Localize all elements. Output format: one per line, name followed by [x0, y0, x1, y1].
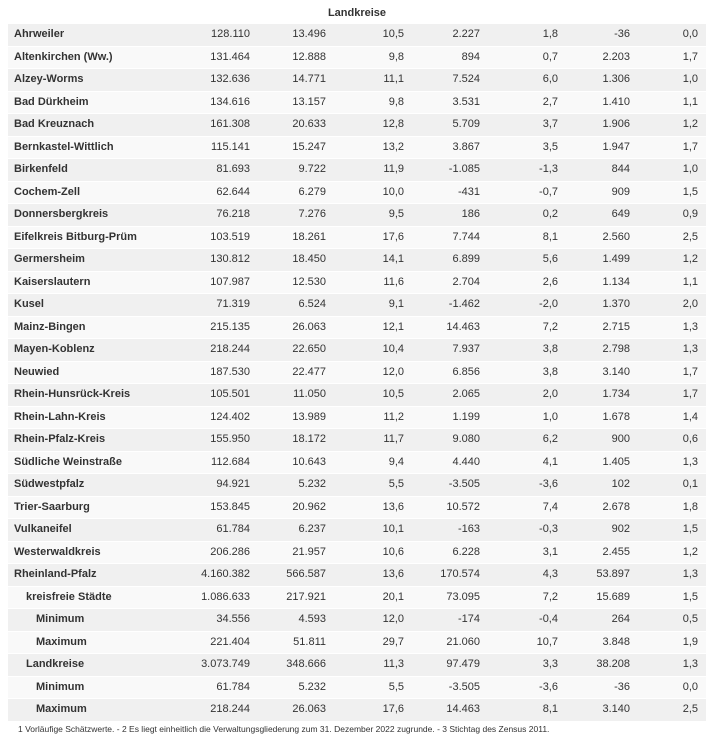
value-col-7: 1,3 [630, 564, 706, 587]
row-label: Mayen-Koblenz [8, 339, 184, 362]
value-col-7: 1,3 [630, 316, 706, 339]
row-label: Bernkastel-Wittlich [8, 136, 184, 159]
value-col-2: 15.247 [250, 136, 326, 159]
value-col-4: 97.479 [404, 654, 480, 677]
value-col-2: 6.524 [250, 294, 326, 317]
value-col-5: 5,6 [480, 249, 558, 272]
row-label: Altenkirchen (Ww.) [8, 46, 184, 69]
value-col-5: 0,2 [480, 204, 558, 227]
value-col-7: 1,2 [630, 114, 706, 137]
table-row [8, 676, 706, 699]
value-col-6: -36 [558, 24, 630, 46]
row-label: Cochem-Zell [8, 181, 184, 204]
value-col-1: 130.812 [184, 249, 250, 272]
value-col-1: 107.987 [184, 271, 250, 294]
table-row [8, 496, 706, 519]
value-col-3: 9,1 [326, 294, 404, 317]
value-col-1: 115.141 [184, 136, 250, 159]
value-col-3: 11,3 [326, 654, 404, 677]
value-col-7: 1,5 [630, 586, 706, 609]
value-col-6: 264 [558, 609, 630, 632]
value-col-5: 2,6 [480, 271, 558, 294]
value-col-6: 15.689 [558, 586, 630, 609]
table-row [8, 609, 706, 632]
value-col-3: 9,8 [326, 46, 404, 69]
value-col-7: 1,2 [630, 249, 706, 272]
value-col-3: 12,0 [326, 361, 404, 384]
value-col-2: 18.261 [250, 226, 326, 249]
table-row [8, 474, 706, 497]
value-col-2: 5.232 [250, 474, 326, 497]
table-row [8, 451, 706, 474]
value-col-5: 3,1 [480, 541, 558, 564]
table-row [8, 294, 706, 317]
value-col-3: 9,5 [326, 204, 404, 227]
value-col-2: 9.722 [250, 159, 326, 182]
value-col-2: 6.237 [250, 519, 326, 542]
value-col-3: 10,6 [326, 541, 404, 564]
value-col-7: 1,2 [630, 541, 706, 564]
value-col-7: 1,0 [630, 159, 706, 182]
value-col-3: 11,7 [326, 429, 404, 452]
row-label: Birkenfeld [8, 159, 184, 182]
value-col-3: 11,6 [326, 271, 404, 294]
value-col-5: 3,5 [480, 136, 558, 159]
value-col-5: -2,0 [480, 294, 558, 317]
value-col-7: 1,1 [630, 91, 706, 114]
value-col-2: 11.050 [250, 384, 326, 407]
value-col-6: 1.306 [558, 69, 630, 92]
value-col-3: 11,2 [326, 406, 404, 429]
value-col-1: 4.160.382 [184, 564, 250, 587]
value-col-2: 13.989 [250, 406, 326, 429]
value-col-1: 1.086.633 [184, 586, 250, 609]
value-col-6: 2.678 [558, 496, 630, 519]
value-col-2: 566.587 [250, 564, 326, 587]
value-col-1: 71.319 [184, 294, 250, 317]
value-col-2: 13.496 [250, 24, 326, 46]
value-col-1: 187.530 [184, 361, 250, 384]
value-col-5: 4,3 [480, 564, 558, 587]
row-label: Alzey-Worms [8, 69, 184, 92]
row-label: Minimum [8, 609, 184, 632]
value-col-1: 81.693 [184, 159, 250, 182]
value-col-1: 76.218 [184, 204, 250, 227]
value-col-6: 2.203 [558, 46, 630, 69]
table-row [8, 249, 706, 272]
value-col-6: 649 [558, 204, 630, 227]
value-col-6: 1.499 [558, 249, 630, 272]
value-col-4: 186 [404, 204, 480, 227]
value-col-7: 0,0 [630, 676, 706, 699]
value-col-3: 9,8 [326, 91, 404, 114]
value-col-3: 13,2 [326, 136, 404, 159]
value-col-5: -0,7 [480, 181, 558, 204]
value-col-2: 22.477 [250, 361, 326, 384]
table-row [8, 406, 706, 429]
value-col-6: 900 [558, 429, 630, 452]
value-col-7: 1,8 [630, 496, 706, 519]
table-row [8, 654, 706, 677]
table-row [8, 631, 706, 654]
value-col-7: 1,7 [630, 361, 706, 384]
table-row [8, 519, 706, 542]
value-col-5: 1,8 [480, 24, 558, 46]
value-col-2: 26.063 [250, 316, 326, 339]
value-col-6: 909 [558, 181, 630, 204]
row-label: Kusel [8, 294, 184, 317]
value-col-3: 10,1 [326, 519, 404, 542]
value-col-4: 170.574 [404, 564, 480, 587]
row-label: Maximum [8, 631, 184, 654]
row-label: kreisfreie Städte [8, 586, 184, 609]
value-col-4: 2.227 [404, 24, 480, 46]
table-row [8, 271, 706, 294]
value-col-7: 1,5 [630, 181, 706, 204]
value-col-3: 17,6 [326, 699, 404, 722]
value-col-5: 3,8 [480, 339, 558, 362]
table-row [8, 541, 706, 564]
value-col-1: 112.684 [184, 451, 250, 474]
value-col-6: 3.140 [558, 361, 630, 384]
value-col-5: 7,2 [480, 316, 558, 339]
value-col-3: 20,1 [326, 586, 404, 609]
value-col-4: -3.505 [404, 474, 480, 497]
value-col-3: 5,5 [326, 676, 404, 699]
value-col-6: 102 [558, 474, 630, 497]
value-col-3: 12,8 [326, 114, 404, 137]
value-col-7: 1,3 [630, 339, 706, 362]
value-col-2: 51.811 [250, 631, 326, 654]
value-col-4: -1.462 [404, 294, 480, 317]
value-col-5: 10,7 [480, 631, 558, 654]
value-col-2: 217.921 [250, 586, 326, 609]
value-col-3: 17,6 [326, 226, 404, 249]
value-col-5: -1,3 [480, 159, 558, 182]
value-col-6: 53.897 [558, 564, 630, 587]
value-col-7: 1,9 [630, 631, 706, 654]
value-col-6: 2.715 [558, 316, 630, 339]
value-col-4: -163 [404, 519, 480, 542]
value-col-6: 1.678 [558, 406, 630, 429]
table-row [8, 114, 706, 137]
value-col-4: 7.524 [404, 69, 480, 92]
value-col-6: 1.410 [558, 91, 630, 114]
value-col-2: 14.771 [250, 69, 326, 92]
value-col-6: 38.208 [558, 654, 630, 677]
value-col-2: 348.666 [250, 654, 326, 677]
value-col-4: -1.085 [404, 159, 480, 182]
value-col-7: 0,6 [630, 429, 706, 452]
value-col-2: 10.643 [250, 451, 326, 474]
value-col-2: 12.888 [250, 46, 326, 69]
value-col-4: 2.704 [404, 271, 480, 294]
value-col-6: 1.947 [558, 136, 630, 159]
value-col-7: 2,5 [630, 226, 706, 249]
value-col-2: 4.593 [250, 609, 326, 632]
row-label: Donnersbergkreis [8, 204, 184, 227]
value-col-5: 1,0 [480, 406, 558, 429]
value-col-7: 1,4 [630, 406, 706, 429]
value-col-7: 1,0 [630, 69, 706, 92]
value-col-1: 221.404 [184, 631, 250, 654]
value-col-5: 2,7 [480, 91, 558, 114]
row-label: Rheinland-Pfalz [8, 564, 184, 587]
value-col-1: 61.784 [184, 519, 250, 542]
row-label: Vulkaneifel [8, 519, 184, 542]
value-col-4: 7.937 [404, 339, 480, 362]
value-col-2: 20.633 [250, 114, 326, 137]
value-col-2: 13.157 [250, 91, 326, 114]
value-col-4: 3.867 [404, 136, 480, 159]
value-col-7: 1,1 [630, 271, 706, 294]
value-col-3: 13,6 [326, 564, 404, 587]
value-col-4: 73.095 [404, 586, 480, 609]
value-col-5: -0,3 [480, 519, 558, 542]
value-col-3: 11,9 [326, 159, 404, 182]
value-col-6: 1.370 [558, 294, 630, 317]
value-col-1: 3.073.749 [184, 654, 250, 677]
value-col-7: 0,0 [630, 24, 706, 46]
value-col-6: 1.134 [558, 271, 630, 294]
value-col-7: 1,7 [630, 46, 706, 69]
value-col-6: 1.405 [558, 451, 630, 474]
table-row [8, 339, 706, 362]
value-col-2: 12.530 [250, 271, 326, 294]
value-col-1: 206.286 [184, 541, 250, 564]
value-col-6: 902 [558, 519, 630, 542]
value-col-5: 7,4 [480, 496, 558, 519]
value-col-4: 21.060 [404, 631, 480, 654]
value-col-1: 103.519 [184, 226, 250, 249]
footnote: 1 Vorläufige Schätzwerte. - 2 Es liegt einheitlich die Verwaltungsgliederung zum 31. Dezember 2022 zugrunde. - 3 Stichtag des Zensus 2011. [18, 724, 550, 734]
value-col-6: 2.560 [558, 226, 630, 249]
table-row [8, 24, 706, 46]
section-title: Landkreise [327, 7, 387, 19]
value-col-7: 2,0 [630, 294, 706, 317]
value-col-4: 9.080 [404, 429, 480, 452]
table-body [8, 24, 706, 721]
row-label: Südliche Weinstraße [8, 451, 184, 474]
table-row [8, 181, 706, 204]
value-col-7: 0,1 [630, 474, 706, 497]
row-label: Rhein-Lahn-Kreis [8, 406, 184, 429]
table-row [8, 586, 706, 609]
row-label: Mainz-Bingen [8, 316, 184, 339]
value-col-4: 6.856 [404, 361, 480, 384]
value-col-2: 18.450 [250, 249, 326, 272]
value-col-4: 6.228 [404, 541, 480, 564]
value-col-6: 1.734 [558, 384, 630, 407]
row-label: Bad Dürkheim [8, 91, 184, 114]
value-col-3: 12,1 [326, 316, 404, 339]
value-col-6: -36 [558, 676, 630, 699]
value-col-4: 14.463 [404, 316, 480, 339]
value-col-7: 1,5 [630, 519, 706, 542]
value-col-6: 2.798 [558, 339, 630, 362]
row-label: Kaiserslautern [8, 271, 184, 294]
value-col-4: 3.531 [404, 91, 480, 114]
value-col-1: 105.501 [184, 384, 250, 407]
value-col-1: 128.110 [184, 24, 250, 46]
value-col-6: 844 [558, 159, 630, 182]
table-row [8, 361, 706, 384]
value-col-2: 22.650 [250, 339, 326, 362]
value-col-4: 4.440 [404, 451, 480, 474]
row-label: Rhein-Hunsrück-Kreis [8, 384, 184, 407]
value-col-3: 14,1 [326, 249, 404, 272]
value-col-4: 2.065 [404, 384, 480, 407]
value-col-4: 894 [404, 46, 480, 69]
value-col-6: 2.455 [558, 541, 630, 564]
value-col-4: 1.199 [404, 406, 480, 429]
row-label: Ahrweiler [8, 24, 184, 46]
value-col-4: 7.744 [404, 226, 480, 249]
value-col-4: -431 [404, 181, 480, 204]
value-col-3: 29,7 [326, 631, 404, 654]
value-col-5: 7,2 [480, 586, 558, 609]
table-row [8, 226, 706, 249]
value-col-3: 11,1 [326, 69, 404, 92]
value-col-4: 10.572 [404, 496, 480, 519]
value-col-2: 6.279 [250, 181, 326, 204]
table-row [8, 69, 706, 92]
value-col-3: 10,4 [326, 339, 404, 362]
value-col-5: -3,6 [480, 676, 558, 699]
row-label: Maximum [8, 699, 184, 722]
value-col-6: 3.140 [558, 699, 630, 722]
row-label: Landkreise [8, 654, 184, 677]
value-col-3: 10,0 [326, 181, 404, 204]
table-row [8, 46, 706, 69]
value-col-3: 9,4 [326, 451, 404, 474]
value-col-4: -3.505 [404, 676, 480, 699]
value-col-5: 6,0 [480, 69, 558, 92]
row-label: Westerwaldkreis [8, 541, 184, 564]
value-col-5: 3,8 [480, 361, 558, 384]
value-col-1: 124.402 [184, 406, 250, 429]
value-col-5: 8,1 [480, 226, 558, 249]
data-table [8, 24, 706, 722]
value-col-1: 34.556 [184, 609, 250, 632]
value-col-2: 26.063 [250, 699, 326, 722]
value-col-3: 10,5 [326, 384, 404, 407]
table-row [8, 91, 706, 114]
value-col-1: 155.950 [184, 429, 250, 452]
value-col-5: 3,3 [480, 654, 558, 677]
value-col-1: 94.921 [184, 474, 250, 497]
value-col-2: 18.172 [250, 429, 326, 452]
table-row [8, 136, 706, 159]
value-col-1: 161.308 [184, 114, 250, 137]
value-col-3: 13,6 [326, 496, 404, 519]
value-col-3: 10,5 [326, 24, 404, 46]
row-label: Germersheim [8, 249, 184, 272]
value-col-6: 3.848 [558, 631, 630, 654]
value-col-1: 134.616 [184, 91, 250, 114]
value-col-7: 1,7 [630, 136, 706, 159]
row-label: Neuwied [8, 361, 184, 384]
table-row [8, 316, 706, 339]
value-col-7: 0,9 [630, 204, 706, 227]
value-col-1: 132.636 [184, 69, 250, 92]
value-col-5: -0,4 [480, 609, 558, 632]
value-col-3: 12,0 [326, 609, 404, 632]
value-col-7: 0,5 [630, 609, 706, 632]
value-col-5: -3,6 [480, 474, 558, 497]
value-col-1: 62.644 [184, 181, 250, 204]
value-col-5: 0,7 [480, 46, 558, 69]
value-col-6: 1.906 [558, 114, 630, 137]
value-col-7: 2,5 [630, 699, 706, 722]
value-col-4: 5.709 [404, 114, 480, 137]
value-col-5: 8,1 [480, 699, 558, 722]
row-label: Eifelkreis Bitburg-Prüm [8, 226, 184, 249]
row-label: Rhein-Pfalz-Kreis [8, 429, 184, 452]
row-label: Minimum [8, 676, 184, 699]
row-label: Bad Kreuznach [8, 114, 184, 137]
value-col-1: 131.464 [184, 46, 250, 69]
value-col-1: 215.135 [184, 316, 250, 339]
value-col-5: 3,7 [480, 114, 558, 137]
value-col-1: 218.244 [184, 699, 250, 722]
value-col-4: 14.463 [404, 699, 480, 722]
table-row [8, 384, 706, 407]
value-col-5: 4,1 [480, 451, 558, 474]
value-col-2: 20.962 [250, 496, 326, 519]
value-col-3: 5,5 [326, 474, 404, 497]
table-row [8, 159, 706, 182]
value-col-5: 6,2 [480, 429, 558, 452]
value-col-2: 5.232 [250, 676, 326, 699]
table-row [8, 564, 706, 587]
row-label: Südwestpfalz [8, 474, 184, 497]
table-row [8, 204, 706, 227]
table-row [8, 429, 706, 452]
value-col-1: 153.845 [184, 496, 250, 519]
table-row [8, 699, 706, 722]
value-col-7: 1,3 [630, 654, 706, 677]
value-col-1: 61.784 [184, 676, 250, 699]
value-col-7: 1,7 [630, 384, 706, 407]
value-col-7: 1,3 [630, 451, 706, 474]
value-col-2: 21.957 [250, 541, 326, 564]
value-col-5: 2,0 [480, 384, 558, 407]
value-col-1: 218.244 [184, 339, 250, 362]
value-col-4: -174 [404, 609, 480, 632]
value-col-4: 6.899 [404, 249, 480, 272]
value-col-2: 7.276 [250, 204, 326, 227]
row-label: Trier-Saarburg [8, 496, 184, 519]
